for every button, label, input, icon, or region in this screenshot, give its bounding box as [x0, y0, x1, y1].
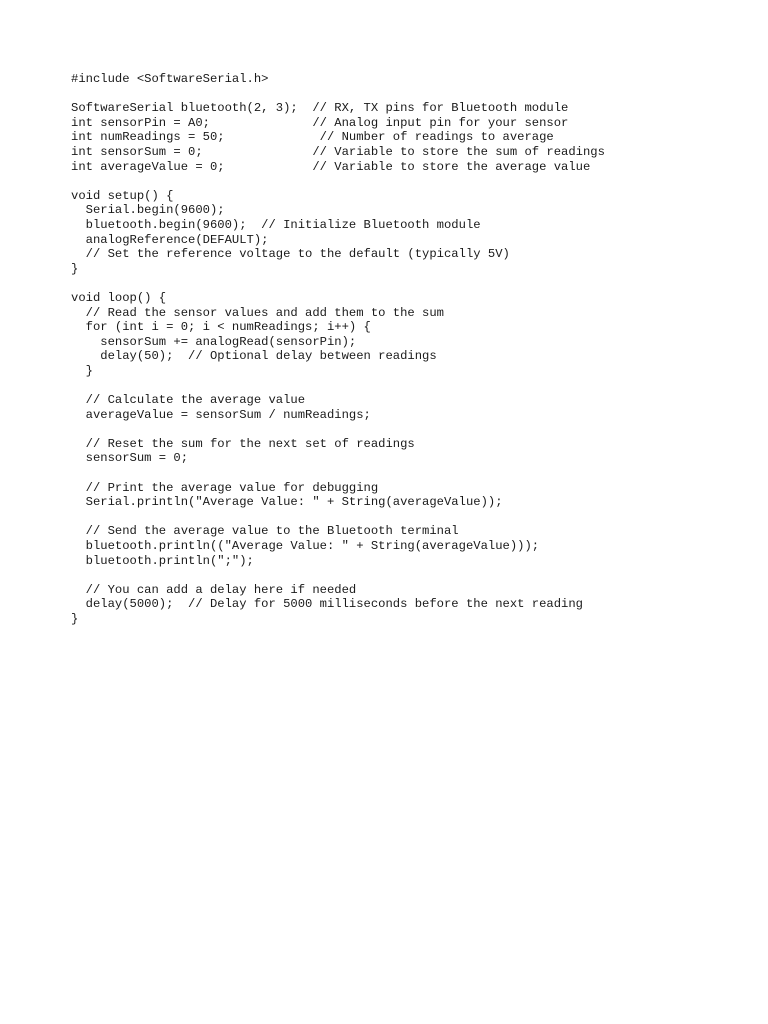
code-line: }: [71, 611, 79, 626]
code-line: bluetooth.begin(9600); // Initialize Bluetooth module: [71, 217, 481, 232]
code-line: [71, 276, 605, 291]
code-line: // Read the sensor values and add them to the sum: [71, 305, 444, 320]
code-line: SoftwareSerial bluetooth(2, 3); // RX, TX pins for Bluetooth module: [71, 101, 569, 116]
code-line: // You can add a delay here if needed: [71, 582, 357, 597]
code-line: [71, 510, 605, 525]
code-line: analogReference(DEFAULT);: [71, 232, 269, 247]
code-line: int numReadings = 50; // Number of readings to average: [71, 130, 554, 145]
code-line: void setup() {: [71, 188, 174, 203]
code-line: }: [71, 363, 93, 378]
code-line: [71, 568, 605, 583]
code-line: averageValue = sensorSum / numReadings;: [71, 407, 371, 422]
code-line: int sensorSum = 0; // Variable to store the sum of readings: [71, 144, 605, 159]
code-line: [71, 422, 605, 437]
code-line: for (int i = 0; i < numReadings; i++) {: [71, 320, 371, 335]
code-line: bluetooth.println(("Average Value: " + String(averageValue)));: [71, 539, 540, 553]
code-line: delay(50); // Optional delay between readings: [71, 349, 437, 364]
code-line: Serial.println("Average Value: " + String(averageValue));: [71, 495, 503, 510]
code-line: int averageValue = 0; // Variable to store the average value: [71, 159, 591, 174]
code-line: // Set the reference voltage to the default (typically 5V): [71, 247, 510, 262]
code-line: // Reset the sum for the next set of readings: [71, 436, 415, 451]
code-line: }: [71, 261, 79, 276]
code-line: int sensorPin = A0; // Analog input pin for your sensor: [71, 115, 569, 130]
code-line: delay(5000); // Delay for 5000 milliseconds before the next reading: [71, 597, 583, 612]
code-line: [71, 174, 605, 189]
code-line: // Calculate the average value: [71, 393, 306, 408]
code-line: sensorSum += analogRead(sensorPin);: [71, 334, 357, 349]
code-line: bluetooth.println(";");: [71, 553, 254, 568]
code-line: // Send the average value to the Bluetooth terminal: [71, 524, 459, 539]
code-line: void loop() {: [71, 290, 167, 305]
code-listing: [71, 72, 605, 627]
code-line: [71, 378, 605, 393]
code-line: #include <SoftwareSerial.h>: [71, 72, 269, 86]
code-line: [71, 466, 605, 481]
code-line: Serial.begin(9600);: [71, 203, 225, 218]
code-line: [71, 87, 605, 102]
code-line: // Print the average value for debugging: [71, 480, 379, 495]
code-line: sensorSum = 0;: [71, 451, 189, 466]
